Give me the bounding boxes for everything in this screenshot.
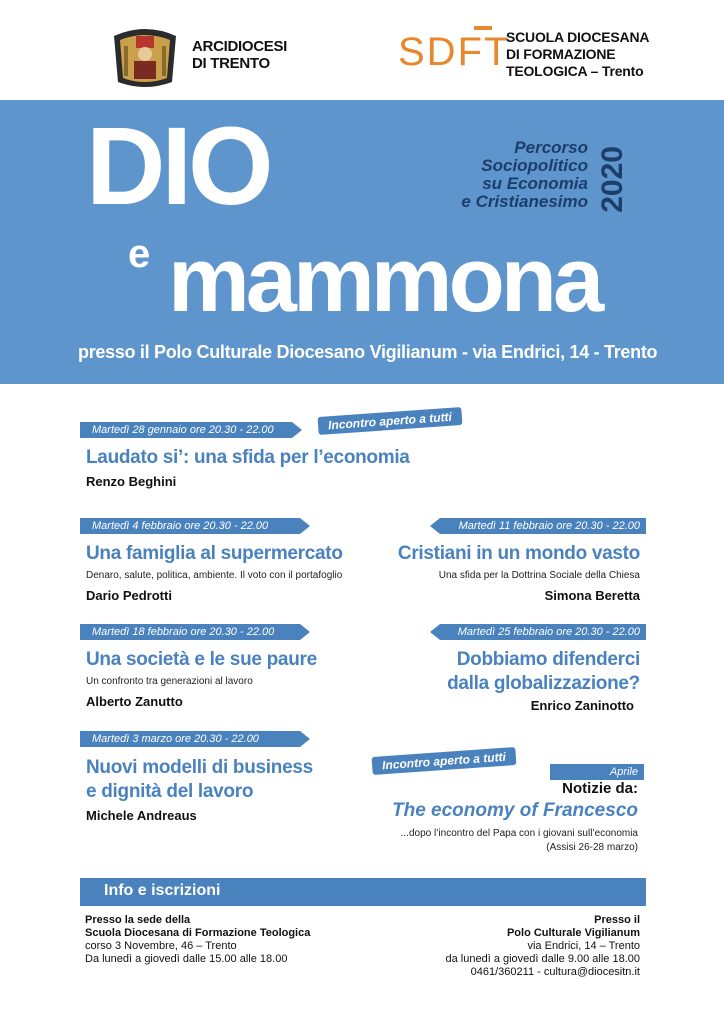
event2-speaker: Dario Pedrotti — [86, 588, 172, 603]
event7-subtitle-1: ...dopo l’incontro del Papa con i giovani sull’economia — [400, 828, 638, 839]
event4-date-text: Martedì 18 febbraio ore 20.30 - 22.00 — [92, 626, 275, 638]
info-heading: Info e iscrizioni — [104, 882, 221, 899]
event7-date-text: Aprile — [609, 766, 638, 778]
event5-date-text: Martedì 25 febbraio ore 20.30 - 22.00 — [457, 626, 640, 638]
event5-title-line2: dalla globalizzazione? — [447, 673, 640, 694]
course-line2: Sociopolitico — [481, 156, 588, 175]
info-vigilianum — [420, 914, 640, 979]
event6-title-line1: Nuovi modelli di business — [86, 757, 313, 778]
event5-date — [440, 624, 646, 640]
info-right-line3: via Endrici, 14 – Trento — [527, 940, 640, 952]
event7-date — [550, 764, 644, 780]
archdiocese-line2: DI TRENTO — [192, 55, 270, 72]
info-left-line1: Presso la sede della — [85, 914, 191, 926]
event6-speaker: Michele Andreaus — [86, 808, 197, 823]
course-year: 2020 — [596, 146, 629, 213]
course-line4: e Cristianesimo — [461, 192, 588, 211]
archdiocese-name — [192, 38, 287, 72]
event5-speaker: Enrico Zaninotto — [530, 698, 634, 713]
info-right-line5[interactable]: 0461/360211 - cultura@diocesitn.it — [470, 966, 640, 978]
info-left-line4: Da lunedì a giovedì dalle 15.00 alle 18.00 — [85, 953, 288, 965]
event3-subtitle: Una sfida per la Dottrina Sociale della Chiesa — [438, 570, 640, 581]
school-line3: TEOLOGICA – Trento — [506, 63, 644, 79]
info-school — [85, 914, 310, 966]
archdiocese-emblem — [106, 26, 184, 92]
event3-date-text: Martedì 11 febbraio ore 20.30 - 22.00 — [458, 520, 640, 532]
title-dio: DIO — [86, 105, 270, 228]
arrow-left-icon — [430, 624, 440, 640]
info-right-line1: Presso il — [594, 914, 640, 926]
sdft-logo-bar — [474, 26, 492, 30]
arrow-right-icon — [300, 624, 310, 640]
arrow-right-icon — [292, 422, 302, 438]
event4-title: Una società e le sue paure — [86, 649, 317, 670]
event3-date — [440, 518, 646, 534]
location-line: presso il Polo Culturale Diocesano Vigilianum - via Endrici, 14 - Trento — [78, 342, 658, 362]
arrow-left-icon — [430, 518, 440, 534]
event6-title — [86, 756, 313, 804]
event2-title: Una famiglia al supermercato — [86, 543, 343, 564]
info-left-line2: Scuola Diocesana di Formazione Teologica — [85, 927, 311, 939]
event3-title: Cristiani in un mondo vasto — [397, 543, 640, 564]
event5-title — [380, 648, 640, 696]
event4-date — [80, 624, 300, 640]
school-name — [506, 29, 649, 80]
course-line3: su Economia — [482, 174, 588, 193]
archdiocese-line1: ARCIDIOCESI — [192, 38, 288, 55]
event4-speaker: Alberto Zanutto — [86, 694, 183, 709]
event2-date — [80, 518, 300, 534]
school-line2: DI FORMAZIONE — [506, 46, 616, 62]
event2-subtitle: Denaro, salute, politica, ambiente. Il voto con il portafoglio — [86, 570, 343, 581]
event5-title-line1: Dobbiamo difenderci — [456, 649, 640, 670]
event7-title: The economy of Francesco — [391, 800, 638, 821]
info-right-line2: Polo Culturale Vigilianum — [506, 927, 640, 939]
course-line1: Percorso — [514, 138, 588, 157]
event6-title-line2: e dignità del lavoro — [86, 781, 254, 802]
event1-speaker: Renzo Beghini — [86, 474, 177, 489]
sdft-logo-text: SDFT — [398, 30, 511, 74]
event6-date-text: Martedì 3 marzo ore 20.30 - 22.00 — [92, 733, 259, 745]
open-badge-1: Incontro aperto a tutti — [318, 407, 463, 435]
arrow-right-icon — [300, 731, 310, 747]
event7-subtitle-2: (Assisi 26-28 marzo) — [546, 842, 638, 853]
course-description — [438, 139, 588, 211]
open-badge-2: Incontro aperto a tutti — [372, 747, 517, 775]
arrow-right-icon — [300, 518, 310, 534]
title-mammona: mammona — [168, 229, 601, 331]
event7-prefix: Notizie da: — [562, 780, 638, 797]
event4-subtitle: Un confronto tra generazioni al lavoro — [86, 676, 253, 687]
event3-speaker: Simona Beretta — [544, 588, 640, 603]
event2-date-text: Martedì 4 febbraio ore 20.30 - 22.00 — [92, 520, 269, 532]
event6-date — [80, 731, 300, 747]
event1-date — [80, 422, 292, 438]
sdft-logo — [398, 30, 510, 75]
title-e: e — [128, 232, 151, 276]
info-left-line3: corso 3 Novembre, 46 – Trento — [85, 940, 237, 952]
info-right-line4: da lunedì a giovedì dalle 9.00 alle 18.00 — [445, 953, 640, 965]
school-line1: SCUOLA DIOCESANA — [506, 29, 650, 45]
event1-title: Laudato si’: una sfida per l’economia — [86, 447, 410, 468]
event1-date-text: Martedì 28 gennaio ore 20.30 - 22.00 — [92, 424, 274, 436]
